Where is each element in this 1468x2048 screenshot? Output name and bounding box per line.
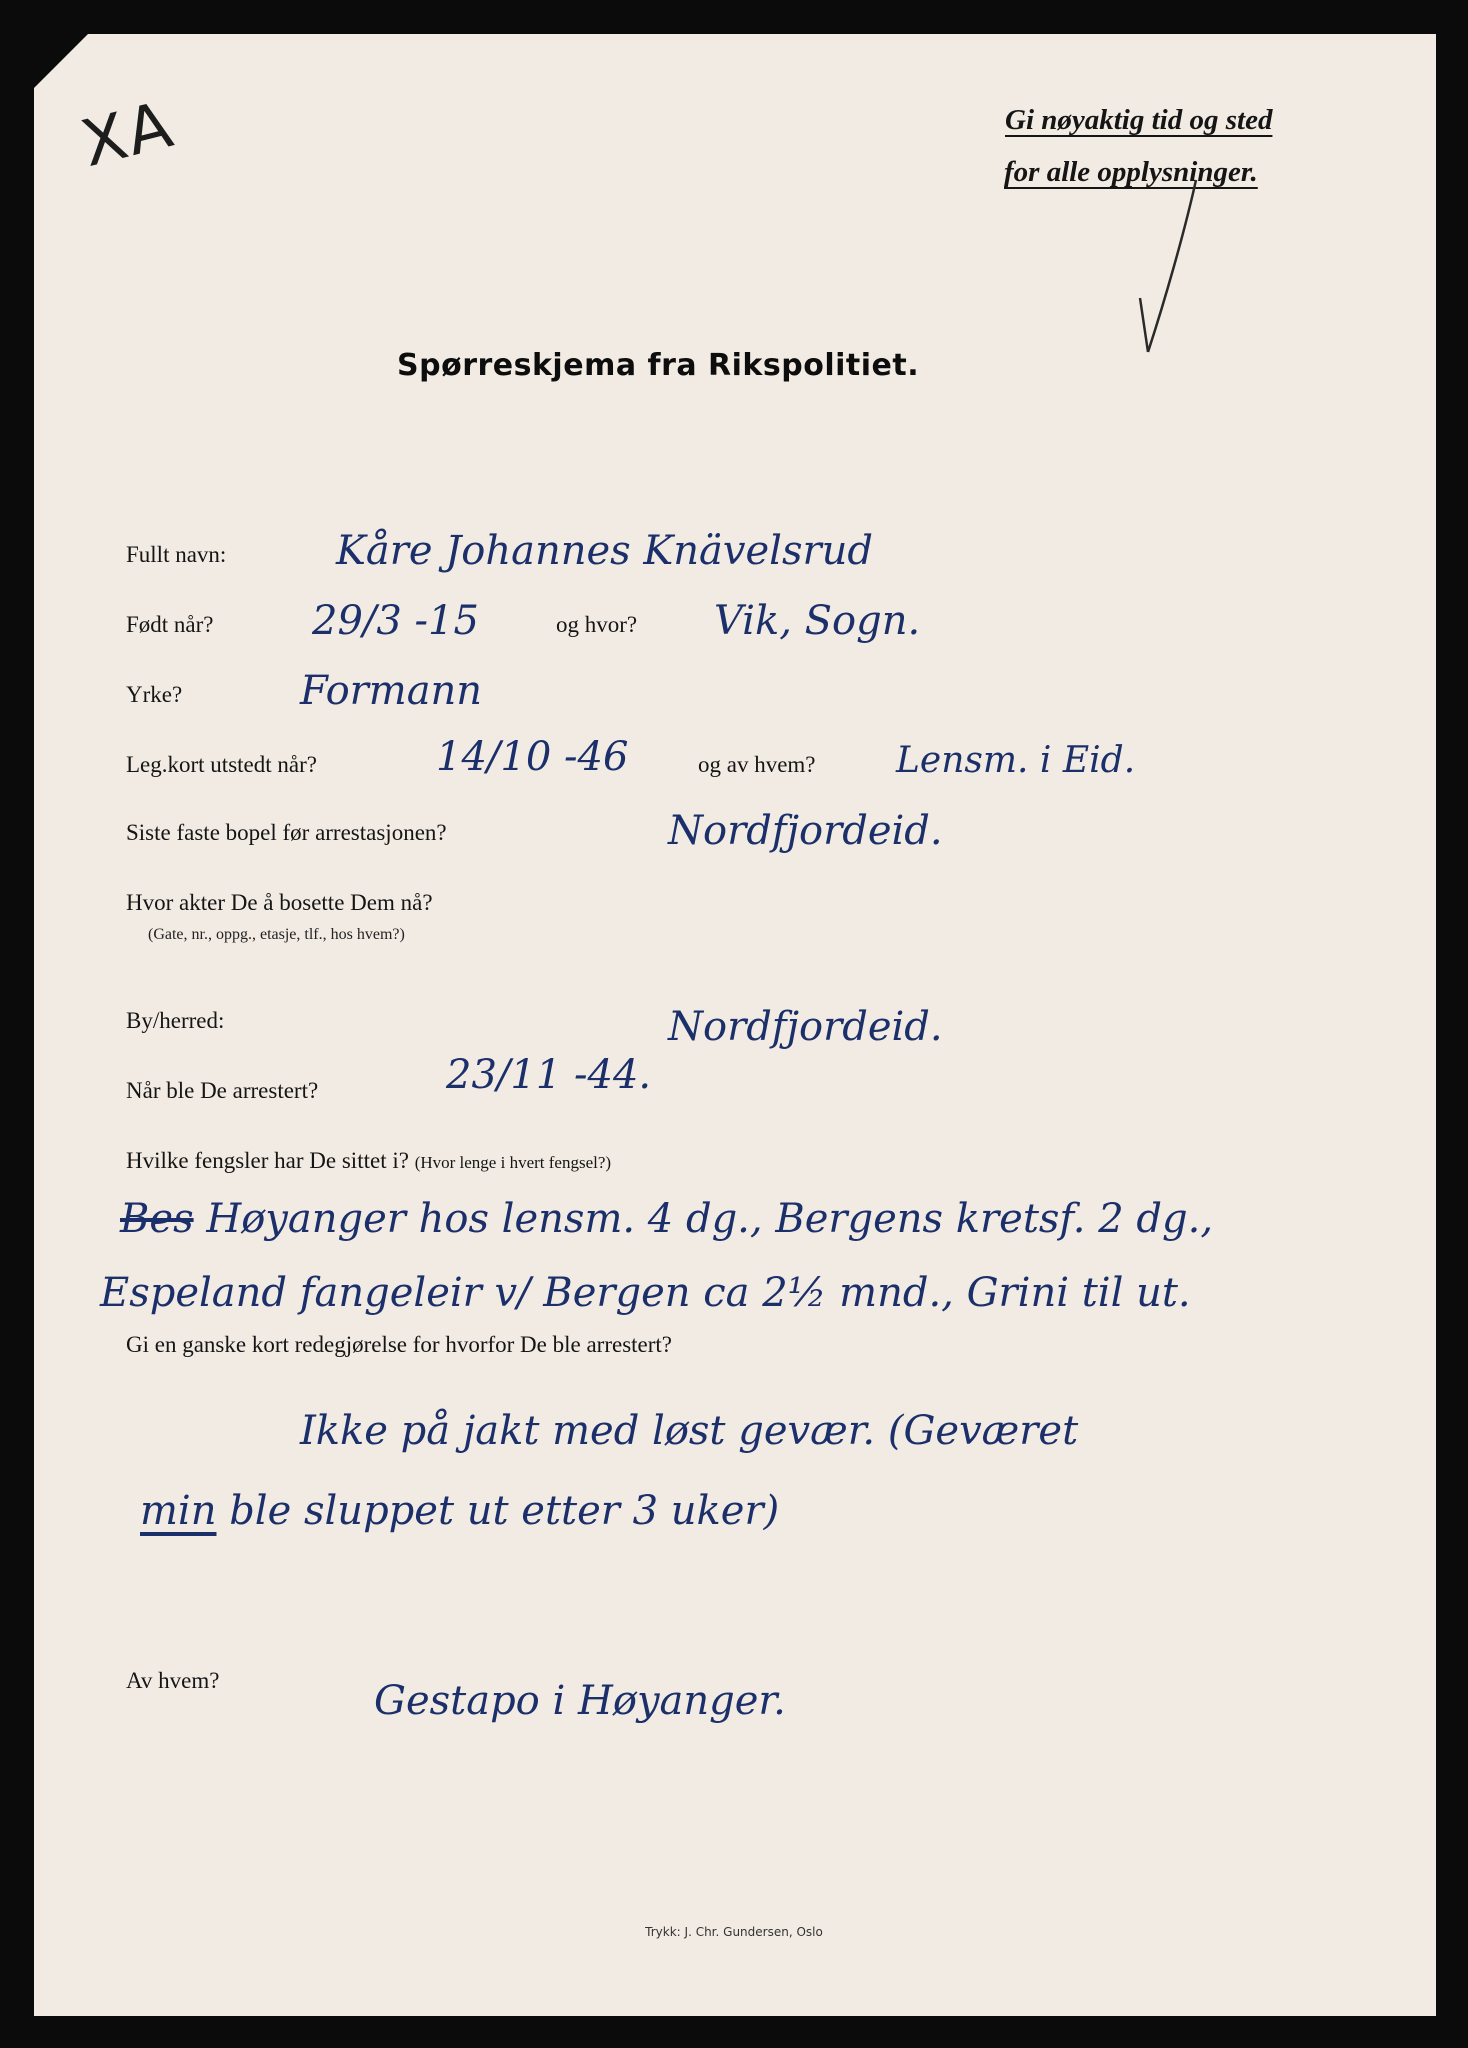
reason-line2-text: ble sluppet ut etter 3 uker) xyxy=(216,1488,780,1534)
value-id-card-issued: 14/10 -46 xyxy=(436,734,629,780)
value-reason-line1: Ikke på jakt med løst gevær. (Geværet xyxy=(300,1408,1079,1454)
label-prisons xyxy=(126,1148,611,1174)
value-occupation: Formann xyxy=(300,668,483,714)
prisons-line1-text: Høyanger hos lensm. 4 dg., Bergens kretsf. 2 dg., xyxy=(206,1196,1214,1242)
value-prisons-line2: Espeland fangeleir v/ Bergen ca 2½ mnd., Grini til ut. xyxy=(100,1270,1191,1316)
sublabel-prisons: (Hvor lenge i hvert fengsel?) xyxy=(414,1153,612,1172)
label-id-card-issued: Leg.kort utstedt når? xyxy=(126,752,317,777)
label-last-home: Siste faste bopel før arrestasjonen? xyxy=(126,820,447,845)
instruction-note-line2: for alle opplysninger. xyxy=(1004,156,1258,188)
label-born-where: og hvor? xyxy=(556,612,638,637)
instruction-note-line1: Gi nøyaktig tid og sted xyxy=(1005,104,1273,136)
label-prisons-text: Hvilke fengsler har De sittet i? xyxy=(126,1148,409,1173)
value-by-whom: Gestapo i Høyanger. xyxy=(374,1678,786,1724)
label-occupation: Yrke? xyxy=(126,682,183,707)
sublabel-settle: (Gate, nr., oppg., etasje, tlf., hos hvem?) xyxy=(148,926,405,943)
label-born-when: Født når? xyxy=(126,612,214,637)
value-reason-line2 xyxy=(140,1488,779,1534)
label-id-card-by: og av hvem? xyxy=(698,752,816,777)
value-id-card-by: Lensm. i Eid. xyxy=(896,740,1136,781)
value-full-name: Kåre Johannes Knävelsrud xyxy=(336,528,873,574)
value-born-where: Vik, Sogn. xyxy=(714,598,921,644)
label-settle: Hvor akter De å bosette Dem nå? xyxy=(126,890,433,915)
struck-word: Bes xyxy=(120,1196,194,1242)
value-arrested: 23/11 -44. xyxy=(446,1052,652,1098)
label-town: By/herred: xyxy=(126,1008,225,1033)
value-town: Nordfjordeid. xyxy=(668,1004,943,1050)
value-prisons-line1 xyxy=(120,1196,1213,1242)
printer-imprint: Trykk: J. Chr. Gundersen, Oslo xyxy=(645,1925,823,1939)
label-by-whom: Av hvem? xyxy=(126,1668,220,1693)
label-reason: Gi en ganske kort redegjørelse for hvorfor De ble arrestert? xyxy=(126,1332,673,1357)
value-born-when: 29/3 -15 xyxy=(312,598,479,644)
label-arrested: Når ble De arrestert? xyxy=(126,1078,319,1103)
value-last-home: Nordfjordeid. xyxy=(668,808,943,854)
label-full-name: Fullt navn: xyxy=(126,542,227,567)
reason-underlined-word: min xyxy=(140,1488,217,1534)
corner-handwritten-mark: XA xyxy=(74,88,182,182)
form-title: Spørreskjema fra Rikspolitiet. xyxy=(397,348,920,383)
